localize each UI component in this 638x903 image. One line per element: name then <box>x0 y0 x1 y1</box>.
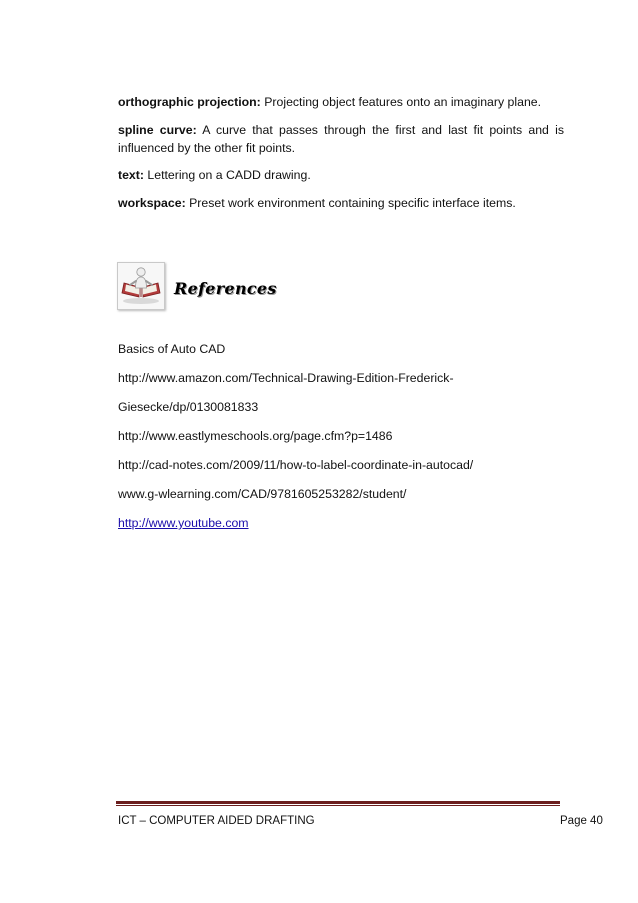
definition-text: Projecting object features onto an imaginary plane. <box>260 95 542 109</box>
definition-orthographic-projection <box>118 93 564 111</box>
reference-item: Giesecke/dp/0130081833 <box>118 400 259 414</box>
reference-item: http://cad-notes.com/2009/11/how-to-label-coordinate-in-autocad/ <box>118 458 474 472</box>
reference-link-youtube[interactable]: http://www.youtube.com <box>118 516 249 530</box>
book-figure-graphic <box>118 263 164 309</box>
footer-title: ICT – COMPUTER AIDED DRAFTING <box>118 815 315 827</box>
definition-term: orthographic projection: <box>118 95 261 109</box>
definition-term: text: <box>118 168 144 182</box>
page-number: Page 40 <box>560 815 603 827</box>
definition-spline-curve <box>118 121 564 157</box>
definition-text: A curve that passes through the first and last fit points and is influenced by the other fit points. <box>118 123 565 155</box>
definition-text: Preset work environment containing specific interface items. <box>185 196 516 210</box>
definition-text: Lettering on a CADD drawing. <box>143 168 311 182</box>
references-heading: References <box>174 279 277 298</box>
reference-item: Basics of Auto CAD <box>118 342 226 356</box>
reference-item: http://www.eastlymeschools.org/page.cfm?p=1486 <box>118 429 393 443</box>
definition-text <box>118 166 564 184</box>
definition-term: spline curve: <box>118 123 197 137</box>
reference-item: www.g-wlearning.com/CAD/9781605253282/student/ <box>118 487 407 501</box>
definition-workspace <box>118 194 564 212</box>
open-book-figure-icon <box>117 262 165 310</box>
definition-term: workspace: <box>118 196 186 210</box>
reference-item: http://www.amazon.com/Technical-Drawing-Edition-Frederick- <box>118 371 454 385</box>
footer-rule <box>116 801 560 806</box>
